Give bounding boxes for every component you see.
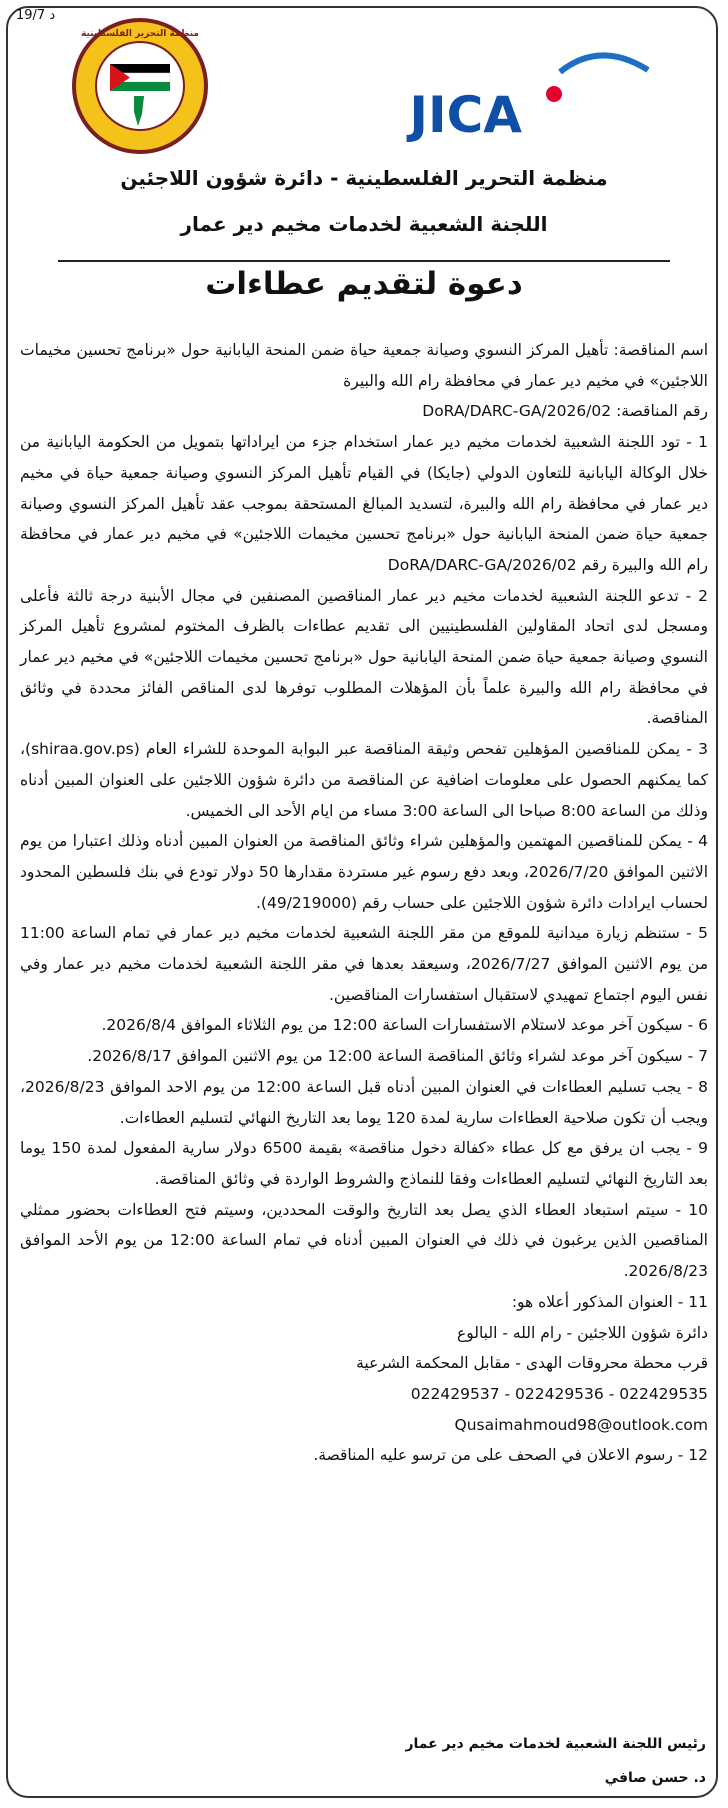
clause-7: 7 - سيكون آخر موعد لشراء وثائق المناقصة الساعة 12:00 من يوم الاثنين الموافق 2026/8/17.	[87, 1047, 708, 1066]
clause-4: 4 - يمكن للمناقصين المهتمين والمؤهلين شراء وثائق المناقصة من العنوان المبين أدناه وذلك اعتبارا من يوم الاثنين الموافق 2026/7/20، وبعد دفع رسوم غير مستردة مقدارها 50 دولار تودع في بنك فلسطين المحدود لحساب ايرادات دائرة شؤون اللاجئين على حساب رقم (49/219000).	[20, 832, 708, 912]
clause-1: 1 - تود اللجنة الشعبية لخدمات مخيم دير عمار استخدام جزء من ايراداتها بتمويل من الحكومة اليابانية من خلال الوكالة اليابانية للتعاون الدولي (جايكا) في القيام تأهيل المركز النسوي وصيانة جمعية حياة في مخيم دير عمار في محافظة رام الله والبيرة، لتسديد المبالغ المستحقة بموجب عقد تأهيل المركز النسوي وصيانة جمعية حياة ضمن المنحة اليابانية حول «برنامج تحسين مخيمات اللاجئين» في مخيم دير عمار في محافظة رام الله والبيرة رقم DoRA/DARC-GA/2026/02	[20, 433, 708, 574]
tender-name: اسم المناقصة: تأهيل المركز النسوي وصيانة جمعية حياة ضمن المنحة اليابانية حول «برنامج تحسين مخيمات اللاجئين» في مخيم دير عمار في محافظة رام الله والبيرة	[20, 341, 708, 390]
jica-logo	[409, 32, 670, 144]
tender-number: DoRA/DARC-GA/2026/02	[422, 402, 612, 421]
clause-11: 11 - العنوان المذكور أعلاه هو:	[511, 1292, 708, 1311]
plo-emblem	[70, 14, 210, 159]
address-line-1: دائرة شؤون اللاجئين - رام الله - البالوع	[456, 1323, 708, 1342]
jica-logo-text: JICA	[409, 86, 522, 144]
plo-emblem-text: منظمة التحرير الفلسطينية	[81, 29, 199, 39]
clause-5: 5 - ستنظم زيارة ميدانية للموقع من مقر اللجنة الشعبية لخدمات مخيم دير عمار في تمام الساعة 11:00 من يوم الاثنين الموافق 2026/7/27، وسيعقد بعدها في مقر اللجنة الشعبية لخدمات مخيم دير عمار وفي نفس اليوم اجتماع تمهيدي لاستقبال استفسارات المناقصين.	[20, 924, 708, 1004]
ad-code: د 19/7	[16, 8, 56, 23]
clause-6: 6 - سيكون آخر موعد لاستلام الاستفسارات الساعة 12:00 من يوم الثلاثاء الموافق 2026/8/4.	[101, 1016, 708, 1035]
clause-3: 3 - يمكن للمناقصين المؤهلين تفحص وثيقة المناقصة عبر البوابة الموحدة للشراء العام (shiraa.gov.ps)، كما يمكنهم الحصول على معلومات اضافية عن المناقصة من دائرة شؤون اللاجئين على العنوان المبين أدناه وذلك من الساعة 8:00 صباحا الى الساعة 3:00 مساء من ايام الأحد الى الخميس.	[20, 740, 708, 820]
clause-2: 2 - تدعو اللجنة الشعبية لخدمات مخيم دير عمار المناقصين المصنفين في مجال الأبنية درجة ثالثة فأعلى ومسجل لدى اتحاد المقاولين الفلسطينيين الى تقديم عطاءات بالظرف المختوم لمشروع تأهيل المركز النسوي وصيانة جمعية حياة ضمن المنحة اليابانية حول «برنامج تحسين مخيمات اللاجئين» في مخيم دير عمار في محافظة رام الله والبيرة علماً بأن المؤهلات المطلوب توفرها لدى المناقص الفائز محددة في وثائق المناقصة.	[20, 586, 708, 728]
signature-name: د. حسن صافي	[604, 1770, 706, 1786]
notice-body	[20, 335, 708, 1471]
address-email[interactable]: Qusaimahmoud98@outlook.com	[454, 1415, 708, 1434]
page-headline: دعوة لتقديم عطاءات	[205, 266, 523, 302]
clause-12: 12 - رسوم الاعلان في الصحف على من ترسو عليه المناقصة.	[313, 1446, 708, 1465]
header-divider	[58, 260, 670, 262]
clause-9: 9 - يجب ان يرفق مع كل عطاء «كفالة دخول مناقصة» بقيمة 6500 دولار سارية المفعول لمدة 150 يوما بعد التاريخ النهائي لتسليم العطاءات وفقا للنماذج والشروط الواردة في وثائق المناقصة.	[20, 1139, 708, 1188]
address-line-2: قرب محطة محروقات الهدى - مقابل المحكمة الشرعية	[356, 1354, 708, 1373]
tender-number-label: رقم المناقصة:	[616, 402, 708, 421]
address-phones: 022429535 - 022429536 - 022429537	[410, 1384, 708, 1403]
clause-8: 8 - يجب تسليم العطاءات في العنوان المبين أدناه قبل الساعة 12:00 من يوم الاحد الموافق 2026/8/23، ويجب أن تكون صلاحية العطاءات سارية لمدة 120 يوما بعد التاريخ النهائي لتسليم العطاءات.	[20, 1077, 708, 1127]
signature-title: رئيس اللجنة الشعبية لخدمات مخيم دير عمار	[405, 1736, 706, 1752]
tender-number-line	[20, 396, 708, 427]
org-title: منظمة التحرير الفلسطينية - دائرة شؤون اللاجئين	[120, 166, 608, 190]
org-subtitle: اللجنة الشعبية لخدمات مخيم دير عمار	[180, 212, 548, 236]
clause-10: 10 - سيتم استبعاد العطاء الذي يصل بعد التاريخ والوقت المحددين، وسيتم فتح العطاءات بحضور ممثلي المناقصين الذين يرغبون في ذلك في العنوان المبين أدناه في تمام الساعة 12:00 من يوم الأحد الموافق 2026/8/23.	[20, 1200, 708, 1281]
